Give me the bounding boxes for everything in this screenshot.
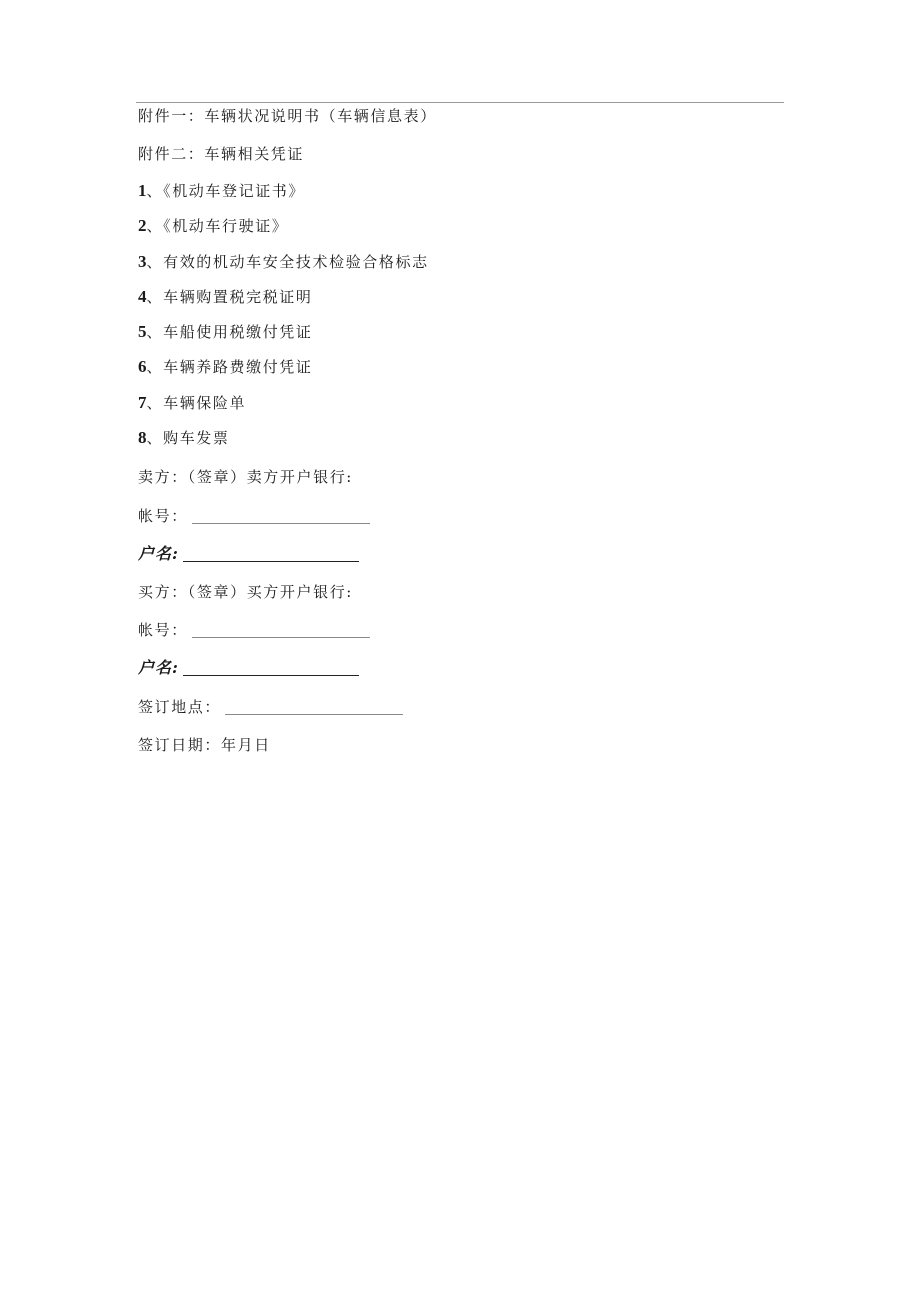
- item-number: 2: [138, 216, 147, 235]
- signing-place-blank: [225, 714, 403, 715]
- item-text: 、车辆保险单: [146, 394, 247, 412]
- seller-account-blank: [192, 523, 370, 524]
- list-item: [138, 393, 246, 413]
- item-number: 7: [138, 393, 147, 412]
- seller-name-label: 户名:: [138, 544, 179, 563]
- item-number: 4: [138, 287, 147, 306]
- buyer-line: 买方：（签章）买方开户银行:: [138, 583, 353, 601]
- list-item: [138, 322, 313, 342]
- list-item: [138, 252, 429, 272]
- item-text: 、购车发票: [146, 429, 230, 447]
- seller-account-row: [138, 506, 370, 526]
- header-rule: [136, 102, 784, 103]
- signing-date: 签订日期：年月日: [138, 736, 271, 754]
- seller-name-row: [138, 544, 359, 564]
- buyer-name-blank: [183, 675, 359, 676]
- item-text: 、有效的机动车安全技术检验合格标志: [146, 253, 429, 271]
- item-number: 5: [138, 322, 147, 341]
- item-text: 、《机动车登记证书》: [146, 182, 306, 200]
- buyer-account-blank: [192, 637, 370, 638]
- item-text: 、《机动车行驶证》: [146, 217, 289, 235]
- seller-line: 卖方：（签章）卖方开户银行:: [138, 468, 353, 486]
- seller-account-label: 帐号：: [138, 507, 188, 525]
- buyer-account-label: 帐号：: [138, 621, 188, 639]
- item-text: 、车辆购置税完税证明: [146, 288, 313, 306]
- item-number: 6: [138, 357, 147, 376]
- item-number: 3: [138, 252, 147, 271]
- list-item: [138, 216, 288, 236]
- item-text: 、车辆养路费缴付凭证: [146, 358, 313, 376]
- buyer-name-row: [138, 658, 359, 678]
- item-number: 8: [138, 428, 147, 447]
- buyer-name-label: 户名:: [138, 658, 179, 677]
- buyer-account-row: [138, 620, 370, 640]
- item-text: 、车船使用税缴付凭证: [146, 323, 313, 341]
- item-number: 1: [138, 181, 147, 200]
- list-item: [138, 181, 305, 201]
- attachment-two: 附件二：车辆相关凭证: [138, 145, 305, 163]
- signing-place-row: [138, 697, 403, 717]
- attachment-one: 附件一：车辆状况说明书（车辆信息表）: [138, 107, 437, 125]
- signing-place-label: 签订地点：: [138, 698, 222, 716]
- list-item: [138, 428, 230, 448]
- list-item: [138, 287, 313, 307]
- seller-name-blank: [183, 561, 359, 562]
- list-item: [138, 357, 313, 377]
